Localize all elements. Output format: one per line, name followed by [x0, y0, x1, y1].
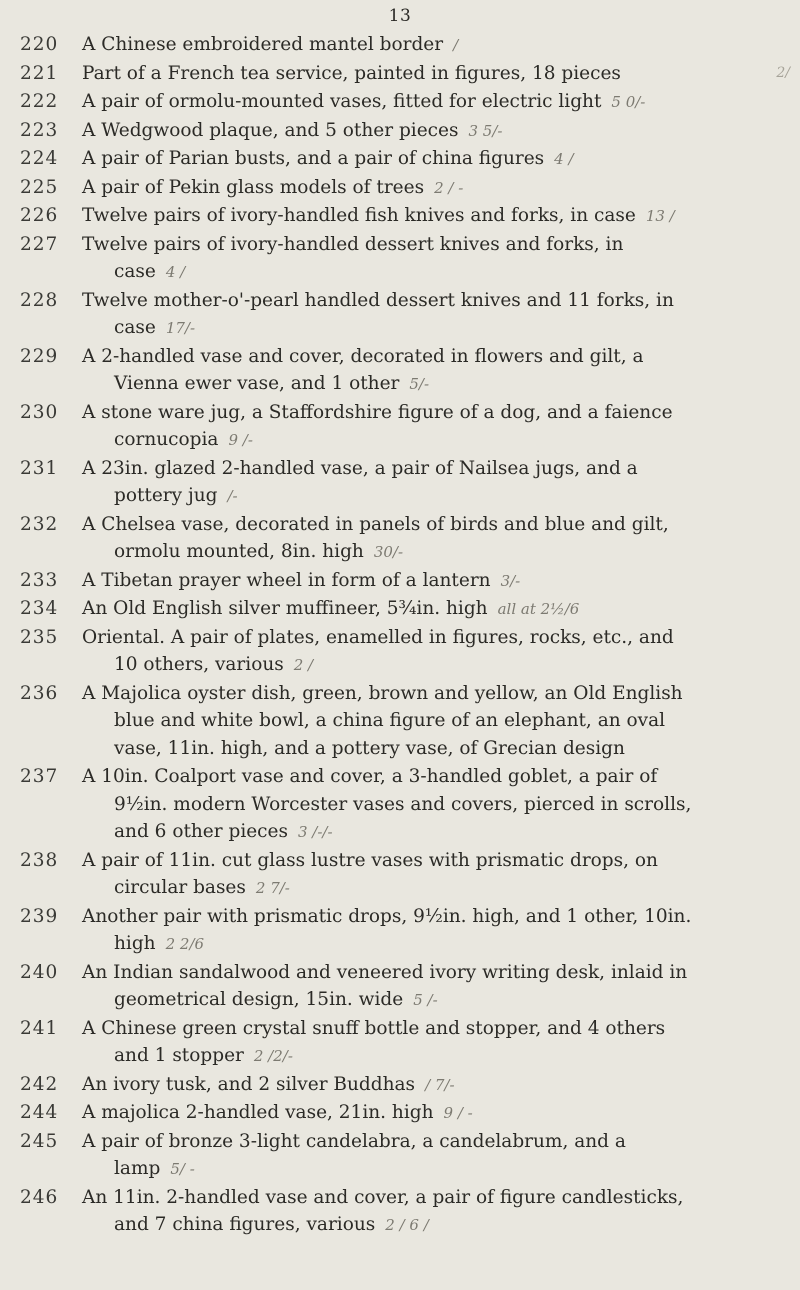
- lot-description: A 23in. glazed 2-handled vase, a pair of Nailsea jugs, and a pottery jug: [82, 457, 638, 506]
- lot-description: Twelve pairs of ivory-handled dessert knives and forks, in case: [82, 233, 624, 282]
- lot-entry: [20, 1184, 790, 1240]
- lot-description: Part of a French tea service, painted in figures, 18 pieces: [82, 62, 621, 84]
- lot-number: 226: [20, 205, 59, 226]
- lot-description: A pair of ormolu-mounted vases, fitted for electric light: [82, 91, 602, 112]
- lot-entry: [20, 174, 790, 203]
- lot-number: 228: [20, 289, 59, 311]
- lot-description: A pair of Parian busts, and a pair of china figures: [82, 148, 545, 169]
- lot-number: 225: [20, 176, 59, 198]
- lot-entry: [20, 1071, 790, 1100]
- lot-number: 233: [20, 569, 59, 591]
- lot-description: A pair of Pekin glass models of trees: [82, 176, 425, 198]
- lot-price-note: 2 /: [293, 656, 314, 674]
- lot-number: 239: [20, 905, 59, 927]
- lot-entry: [20, 511, 790, 567]
- lot-entry: [20, 455, 790, 511]
- lot-entry: [20, 1099, 790, 1128]
- lot-price-note: 2 / -: [434, 178, 464, 197]
- lot-description: A pair of bronze 3-light candelabra, a candelabrum, and a lamp: [82, 1130, 626, 1179]
- lot-description: A Tibetan prayer wheel in form of a lantern: [82, 569, 491, 591]
- lot-description: A Wedgwood plaque, and 5 other pieces: [82, 119, 459, 141]
- lot-number: 232: [20, 513, 59, 535]
- lot-description: A 2-handled vase and cover, decorated in flowers and gilt, a Vienna ewer vase, and 1 other: [82, 345, 644, 394]
- lot-entry: [20, 117, 790, 146]
- lot-price-note: 9 / -: [443, 1104, 473, 1122]
- lot-entry: [20, 903, 790, 959]
- lot-number: 223: [20, 119, 59, 141]
- lot-price-note: 17/-: [165, 319, 196, 337]
- lot-number: 240: [20, 961, 59, 983]
- lot-number: 222: [20, 91, 59, 112]
- lot-number: 231: [20, 457, 59, 479]
- lot-entry: [20, 847, 790, 903]
- lot-price-note: 9 /-: [228, 431, 253, 449]
- lot-price-note: 30/-: [373, 543, 404, 561]
- lot-price-note: 13 /: [645, 207, 675, 225]
- lot-description: A Chinese green crystal snuff bottle and stopper, and 4 others and 1 stopper: [82, 1017, 666, 1066]
- lot-price-note: 3 5/-: [468, 121, 503, 140]
- lot-number: 230: [20, 401, 59, 423]
- lot-number: 241: [20, 1017, 59, 1039]
- lot-entry: [20, 343, 790, 399]
- lot-entry: [20, 959, 790, 1015]
- lot-description: Oriental. A pair of plates, enamelled in figures, rocks, etc., and 10 others, various: [82, 626, 674, 675]
- lot-price-note: 2 /2/-: [253, 1047, 293, 1065]
- lot-margin-note: 2/: [776, 64, 790, 81]
- lot-description: Another pair with prismatic drops, 9½in. high, and 1 other, 10in. high: [82, 905, 692, 954]
- lot-entry: [20, 287, 790, 343]
- lot-number: 242: [20, 1073, 59, 1095]
- lot-number: 234: [20, 598, 59, 619]
- lot-price-note: 5/-: [409, 375, 430, 393]
- lot-entry: [20, 567, 790, 596]
- lot-number: 236: [20, 682, 59, 704]
- lot-description: Twelve mother-o'-pearl handled dessert knives and 11 forks, in case: [82, 289, 674, 338]
- lot-price-note: /-: [227, 487, 238, 505]
- lot-entry: [20, 231, 790, 287]
- lot-entry: [20, 31, 790, 60]
- lot-description: A Chelsea vase, decorated in panels of birds and blue and gilt, ormolu mounted, 8in. high: [82, 513, 669, 562]
- lot-number: 224: [20, 148, 59, 169]
- lot-description: An Indian sandalwood and veneered ivory writing desk, inlaid in geometrical design, 15in. wide: [82, 961, 688, 1010]
- lot-entry: [20, 680, 790, 764]
- lot-description: A pair of 11in. cut glass lustre vases with prismatic drops, on circular bases: [82, 849, 658, 898]
- lot-number: 238: [20, 849, 59, 871]
- lot-entry: [20, 145, 790, 174]
- lot-price-note: 3/-: [500, 571, 521, 590]
- lot-description: A 10in. Coalport vase and cover, a 3-handled goblet, a pair of 9½in. modern Worcester vases and covers, pierced in scrolls, and 6 other pieces: [82, 766, 692, 842]
- lot-price-note: 4 /: [554, 150, 574, 168]
- lot-number: 220: [20, 34, 59, 55]
- lot-entry: [20, 202, 790, 231]
- lot-price-note: 3 /-/-: [298, 823, 333, 841]
- lot-entry: [20, 88, 790, 117]
- lot-entry: [20, 595, 790, 624]
- lot-number: 229: [20, 345, 59, 367]
- lot-price-note: 2 / 6 /: [385, 1216, 429, 1234]
- lot-price-note: 2 2/6: [165, 935, 205, 953]
- lot-price-note: all at 2½/6: [497, 600, 580, 618]
- lot-entry: [20, 1128, 790, 1184]
- lot-number: 246: [20, 1186, 59, 1208]
- lot-price-note: / 7/-: [425, 1075, 455, 1094]
- lot-entry: [20, 399, 790, 455]
- page-number: 13: [388, 6, 412, 26]
- lot-number: 245: [20, 1130, 59, 1152]
- lot-entry: [20, 60, 790, 89]
- lot-entry: [20, 1015, 790, 1071]
- lot-price-note: 2 7/-: [255, 879, 290, 897]
- lot-price-note: 5 0/-: [611, 93, 646, 111]
- lot-entry: [20, 763, 790, 847]
- lot-description: A Majolica oyster dish, green, brown and yellow, an Old English blue and white bowl, a china figure of an elephant, an oval vase, 11in. high, and a pottery vase, of Grecian design: [82, 682, 683, 759]
- lot-number: 237: [20, 766, 59, 787]
- lot-description: An ivory tusk, and 2 silver Buddhas: [82, 1073, 416, 1095]
- lot-list: [20, 31, 790, 1240]
- lot-description: A stone ware jug, a Staffordshire figure of a dog, and a faience cornucopia: [82, 401, 673, 450]
- lot-number: 235: [20, 626, 59, 648]
- lot-description: An 11in. 2-handled vase and cover, a pair of figure candlesticks, and 7 china figures, various: [82, 1186, 684, 1235]
- lot-number: 244: [20, 1102, 59, 1123]
- lot-description: An Old English silver muffineer, 5¾in. high: [82, 598, 488, 619]
- lot-price-note: 5 /-: [413, 991, 438, 1009]
- lot-entry: [20, 624, 790, 680]
- lot-description: A Chinese embroidered mantel border: [82, 34, 444, 55]
- lot-price-note: 5/ -: [170, 1160, 195, 1178]
- lot-price-note: 4 /: [165, 263, 186, 281]
- lot-description: Twelve pairs of ivory-handled fish knives and forks, in case: [82, 205, 636, 226]
- lot-number: 227: [20, 233, 59, 255]
- lot-description: A majolica 2-handled vase, 21in. high: [82, 1102, 434, 1123]
- lot-price-note: /: [453, 36, 459, 54]
- lot-number: 221: [20, 62, 59, 84]
